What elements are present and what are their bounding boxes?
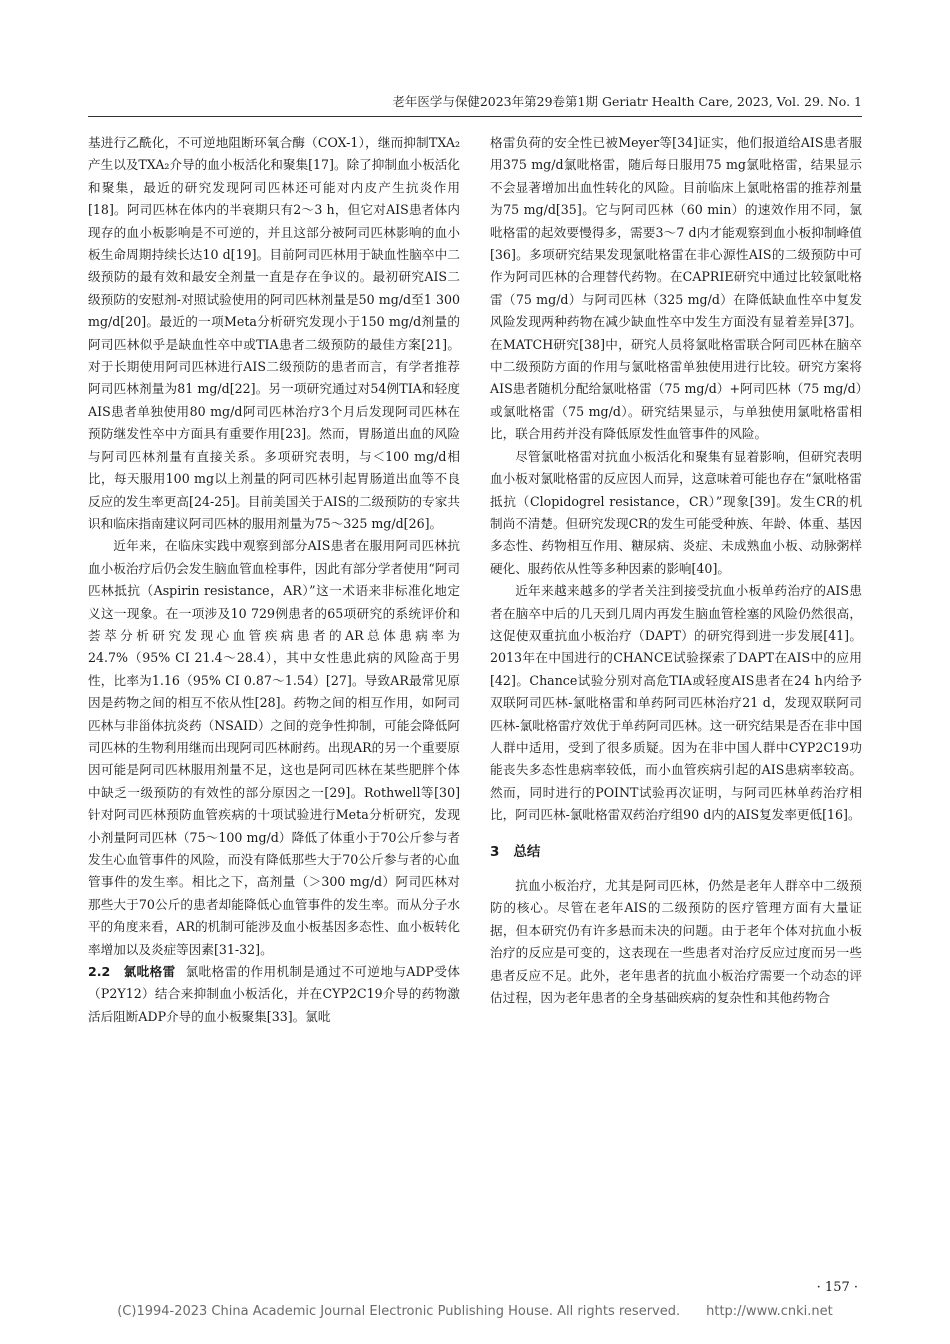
paragraph: 抗血小板治疗，尤其是阿司匹林，仍然是老年人群卒中二级预防的核心。尽管在老年AIS的二级预防的医疗管理方面有大量证据，但本研究仍有许多悬而未决的问题。由于老年个体对抗血小板治疗的反应是可变的，这表现在一些患者对治疗反应过度而另一些患者反应不足。此外，老年患者的抗血小板治疗需要一个动态的评估过程，因为老年患者的全身基础疾病的复杂性和其他药物合 (490, 878, 862, 1006)
section-title: 总结 (513, 843, 541, 860)
paragraph: 近年来越来越多的学者关注到接受抗血小板单药治疗的AIS患者在脑卒中后的几天到几周内再发生脑血管栓塞的风险仍然很高，这促使双重抗血小板治疗（DAPT）的研究得到进一步发展[41]。2013年在中国进行的CHANCE试验探索了DAPT在AIS中的应用[42]。Chance试验分别对高危TIA或轻度AIS患者在24 h内给予双联阿司匹林-氯吡格雷和单药阿司匹林治疗21 d，发现双联阿司匹林-氯吡格雷疗效优于单药阿司匹林。这一研究结果是否在非中国人群中适用，受到了很多质疑。因为在非中国人群中CYP2C19功能丧失多态性患病率较低，而小血管疾病引起的AIS患病率较高。然而，同时进行的POINT试验再次证明，与阿司匹林单药治疗相比，阿司匹林-氯吡格雷双药治疗组90 d内的AIS复发率更低[16]。 (490, 583, 862, 823)
right-column (490, 132, 862, 1009)
copyright-footer: (C)1994-2023 China Academic Journal Electronic Publishing House. All rights reserved. http://www.cnki.net (117, 1304, 833, 1319)
left-column (88, 132, 460, 1028)
subsection-heading: 2.2 氯吡格雷 (88, 964, 176, 980)
running-header: 老年医学与保健2023年第29卷第1期 Geriatr Health Care, 2023, Vol. 29. No. 1 (392, 94, 862, 109)
paragraph-text: 氯吡格雷的作用机制是通过不可逆地与ADP受体（P2Y12）结合来抑制血小板活化，并在CYP2C19介导的药物激活后阻断ADP介导的血小板聚集[33]。氯吡 (88, 964, 460, 1024)
section-heading (490, 841, 862, 863)
paragraph: 格雷负荷的安全性已被Meyer等[34]证实，他们报道给AIS患者服用375 mg/d氯吡格雷，随后每日服用75 mg氯吡格雷，结果显示不会显著增加出血性转化的风险。目前临床上氯吡格雷的推荐剂量为75 mg/d[35]。它与阿司匹林（60 min）的速效作用不同，氯吡格雷的起效要慢得多，需要3～7 d内才能观察到血小板抑制峰值[36]。多项研究结果发现氯吡格雷在非心源性AIS的二级预防中可作为阿司匹林的合理替代药物。在CAPRIE研究中通过比较氯吡格雷（75 mg/d）与阿司匹林（325 mg/d）在降低缺血性卒中复发风险发现两种药物在减少缺血性卒中发生方面没有显着差异[37]。在MATCH研究[38]中，研究人员将氯吡格雷联合阿司匹林在脑卒中二级预防方面的作用与氯吡格雷单独使用进行比较。研究方案将AIS患者随机分配给氯吡格雷（75 mg/d）+阿司匹林（75 mg/d）或氯吡格雷（75 mg/d）。研究结果显示，与单独使用氯吡格雷相比，联合用药并没有降低原发性血管事件的风险。 (490, 135, 862, 442)
paragraph: 近年来，在临床实践中观察到部分AIS患者在服用阿司匹林抗血小板治疗后仍会发生脑血管血栓事件，因此有部分学者使用“阿司匹林抵抗（Aspirin resistance，AR）”这一术语来非标准化地定义这一现象。在一项涉及10 729例患者的65项研究的系统评价和荟萃分析研究发现心血管疾病患者的AR总体患病率为24.7%（95% CI 21.4～28.4），其中女性患此病的风险高于男性，比率为1.16（95% CI 0.87～1.54）[27]。导致AR最常见原因是药物之间的相互不依从性[28]。药物之间的相互作用，如阿司匹林与非甾体抗炎药（NSAID）之间的竞争性抑制，可能会降低阿司匹林的生物利用继而出现阿司匹林耐药。出现AR的另一个重要原因可能是阿司匹林服用剂量不足，这也是阿司匹林在某些肥胖个体中缺乏一级预防的有效性的部分原因之一[29]。Rothwell等[30]针对阿司匹林预防血管疾病的十项试验进行Meta分析研究，发现小剂量阿司匹林（75～100 mg/d）降低了体重小于70公斤参与者发生心血管事件的风险，而没有降低那些大于70公斤参与者的心血管事件的发生率。相比之下，高剂量（＞300 mg/d）阿司匹林对那些大于70公斤的患者却能降低心血管事件的发生率。而从分子水平的角度来看，AR的机制可能涉及血小板基因多态性、血小板转化率增加以及炎症等因素[31-32]。 (88, 538, 460, 957)
section-number: 3 (490, 843, 500, 860)
page-number: · 157 · (816, 1280, 858, 1295)
header-rule (88, 116, 862, 117)
paragraph-clopidogrel (88, 961, 460, 1028)
paragraph: 基进行乙酰化，不可逆地阻断环氧合酶（COX-1），继而抑制TXA₂产生以及TXA₂介导的血小板活化和聚集[17]。除了抑制血小板活化和聚集，最近的研究发现阿司匹林还可能对内皮产生抗炎作用[18]。阿司匹林在体内的半衰期只有2～3 h，但它对AIS患者体内现存的血小板影响是不可逆的，并且这部分被阿司匹林影响的血小板生命周期持续长达10 d[19]。目前阿司匹林用于缺血性脑卒中二级预防的最有效和最安全剂量一直是存在争议的。最初研究AIS二级预防的安慰剂-对照试验使用的阿司匹林剂量是50 mg/d至1 300 mg/d[20]。最近的一项Meta分析研究发现小于150 mg/d剂量的阿司匹林似乎是缺血性卒中或TIA患者二级预防的最佳方案[21]。对于长期使用阿司匹林进行AIS二级预防的患者而言，有学者推荐阿司匹林剂量为81 mg/d[22]。另一项研究通过对54例TIA和轻度AIS患者单独使用80 mg/d阿司匹林治疗3个月后发现阿司匹林在预防继发性卒中方面具有重要作用[23]。然而，胃肠道出血的风险与阿司匹林剂量有直接关系。多项研究表明，与＜100 mg/d相比，每天服用100 mg以上剂量的阿司匹林引起胃肠道出血等不良反应的发生率更高[24-25]。目前美国关于AIS的二级预防的专家共识和临床指南建议阿司匹林的服用剂量为75～325 mg/d[26]。 (88, 135, 460, 531)
paragraph: 尽管氯吡格雷对抗血小板活化和聚集有显着影响，但研究表明血小板对氯吡格雷的反应因人而异，这意味着可能也存在“氯吡格雷抵抗（Clopidogrel resistance，CR）”现象[39]。发生CR的机制尚不清楚。但研究发现CR的发生可能受种族、年龄、体重、基因多态性、药物相互作用、糖尿病、炎症、未成熟血小板、动脉粥样硬化、服药依从性等多种因素的影响[40]。 (490, 448, 862, 576)
